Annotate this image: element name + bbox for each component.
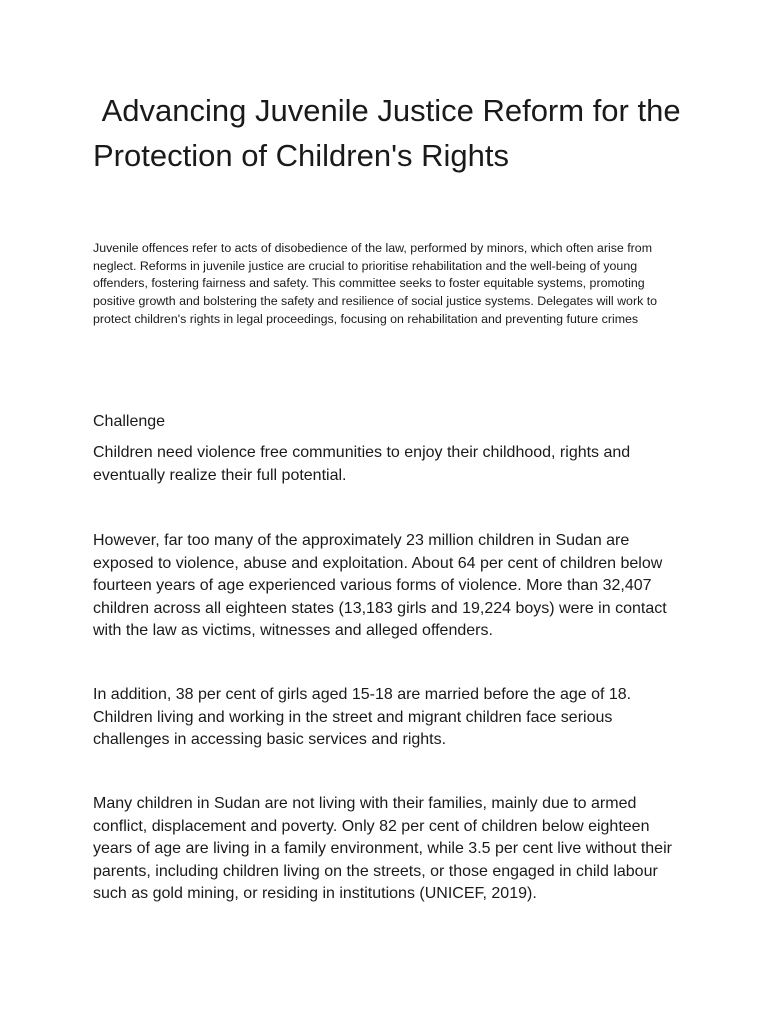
section-heading-challenge: Challenge [93,413,166,430]
abstract-paragraph: Juvenile offences refer to acts of disobedience of the law, performed by minors, which often arise from neglect. Reforms in juvenile justice are crucial to prioritise rehabilitation and the well-being of young offenders, fostering fairness and safety. This committee seeks to foster equitable systems, promoting positive growth and bolstering the safety and resilience of social justice systems. Delegates will work to protect children's rights in legal proceedings, focusing on rehabilitation and preventing future crimes [93,241,658,326]
body-paragraph: Children need violence free communities to enjoy their childhood, rights and eventually realize their full potential. [93,444,631,484]
body-paragraph: However, far too many of the approximately 23 million children in Sudan are exposed to violence, abuse and exploitation. About 64 per cent of children below fourteen years of age experienced various forms of violence. More than 32,407 children across all eighteen states (13,183 girls and 19,224 boys) were in contact with the law as victims, witnesses and alleged offenders. [93,532,667,640]
document-title: Advancing Juvenile Justice Reform for the Protection of Children's Rights [93,93,690,173]
body-paragraph: Many children in Sudan are not living with their families, mainly due to armed conflict, displacement and poverty. Only 82 per cent of children below eighteen years of age are living in a family environment, while 3.5 per cent live without their parents, including children living on the streets, or those engaged in child labour such as gold mining, or residing in institutions (UNICEF, 2019). [93,795,672,903]
body-paragraph: In addition, 38 per cent of girls aged 15-18 are married before the age of 18. Children living and working in the street and migrant children face serious challenges in accessing basic services and rights. [93,686,632,749]
